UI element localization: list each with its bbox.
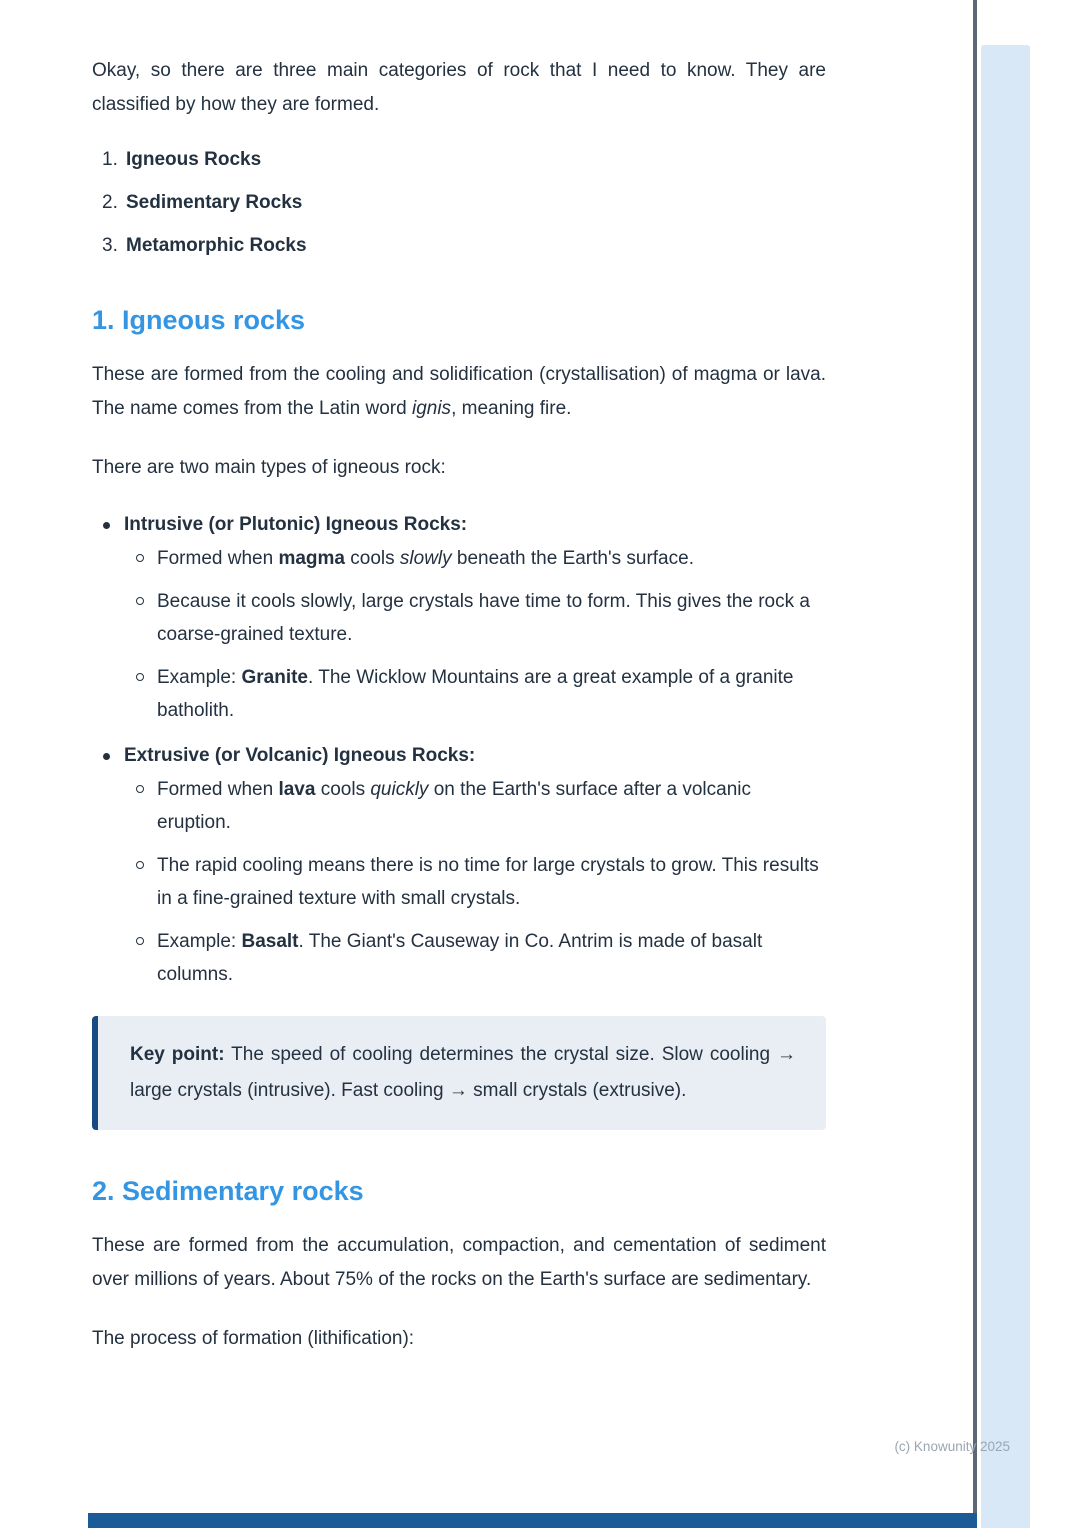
section-heading-igneous: 1. Igneous rocks (92, 305, 306, 335)
igneous-description-paragraph: These are formed from the cooling and solidification (crystallisation) of magma or lava. The name comes from the Latin word ignis, meaning fire. (92, 364, 826, 419)
igneous-bullet-list (92, 510, 826, 991)
list-label: Igneous Rocks (126, 149, 262, 170)
bullet-group-extrusive (92, 741, 826, 991)
sub-bullet (92, 585, 826, 651)
bullet-circle-icon (136, 785, 144, 793)
bullet-title (92, 510, 826, 540)
bullet-circle-icon (136, 937, 144, 945)
sub-bullet-text: Example: Granite. The Wicklow Mountains are a great example of a granite batholith. (157, 667, 794, 721)
list-item (92, 190, 826, 216)
bullet-title-text: Intrusive (or Plutonic) Igneous Rocks: (124, 514, 468, 535)
page-edge-line (973, 0, 977, 1528)
sub-bullet-text: The rapid cooling means there is no time for large crystals to grow. This results in a fine-grained texture with small crystals. (157, 855, 819, 909)
bullet-circle-icon (136, 673, 144, 681)
list-label: Metamorphic Rocks (126, 235, 307, 256)
bullet-circle-icon (136, 861, 144, 869)
intro-paragraph: Okay, so there are three main categories of rock that I need to know. They are classified by how they are formed. (92, 60, 826, 115)
sub-bullet (92, 773, 826, 839)
sedimentary-process-intro-paragraph: The process of formation (lithification): (92, 1328, 415, 1349)
sub-bullet-text: Formed when lava cools quickly on the Earth's surface after a volcanic eruption. (157, 779, 752, 833)
bullet-group-intrusive (92, 510, 826, 727)
page-bottom-bar (88, 1513, 977, 1528)
igneous-types-intro-paragraph: There are two main types of igneous rock: (92, 457, 446, 478)
sedimentary-description-paragraph: These are formed from the accumulation, compaction, and cementation of sediment over millions of years. About 75% of the rocks on the Earth's surface are sedimentary. (92, 1235, 826, 1290)
sub-bullet (92, 925, 826, 991)
list-item (92, 147, 826, 173)
footer-credit: (c) Knowunity 2025 (894, 1439, 1010, 1454)
list-number: 2. (102, 192, 118, 213)
right-margin-strip (981, 45, 1030, 1528)
bullet-title (92, 741, 826, 771)
list-number: 1. (102, 149, 118, 170)
sub-bullet-text: Example: Basalt. The Giant's Causeway in Co. Antrim is made of basalt columns. (157, 931, 763, 985)
sub-bullet (92, 849, 826, 915)
section-heading-sedimentary: 2. Sedimentary rocks (92, 1176, 364, 1206)
sub-bullet (92, 542, 826, 575)
sub-bullet (92, 661, 826, 727)
sub-bullet-text: Because it cools slowly, large crystals have time to form. This gives the rock a coarse-grained texture. (157, 591, 810, 645)
bullet-circle-icon (136, 554, 144, 562)
bullet-circle-icon (136, 597, 144, 605)
list-number: 3. (102, 235, 118, 256)
sub-bullet-text: Formed when magma cools slowly beneath the Earth's surface. (157, 548, 694, 569)
rock-category-list (92, 147, 826, 259)
list-label: Sedimentary Rocks (126, 192, 303, 213)
list-item (92, 233, 826, 259)
bullet-title-text: Extrusive (or Volcanic) Igneous Rocks: (124, 745, 476, 766)
key-point-callout: Key point: The speed of cooling determines the crystal size. Slow cooling → large crystals (intrusive). Fast cooling → small crystals (extrusive). (92, 1016, 826, 1130)
bullet-dot-icon (103, 522, 110, 529)
bullet-dot-icon (103, 753, 110, 760)
document-content (92, 54, 826, 1381)
